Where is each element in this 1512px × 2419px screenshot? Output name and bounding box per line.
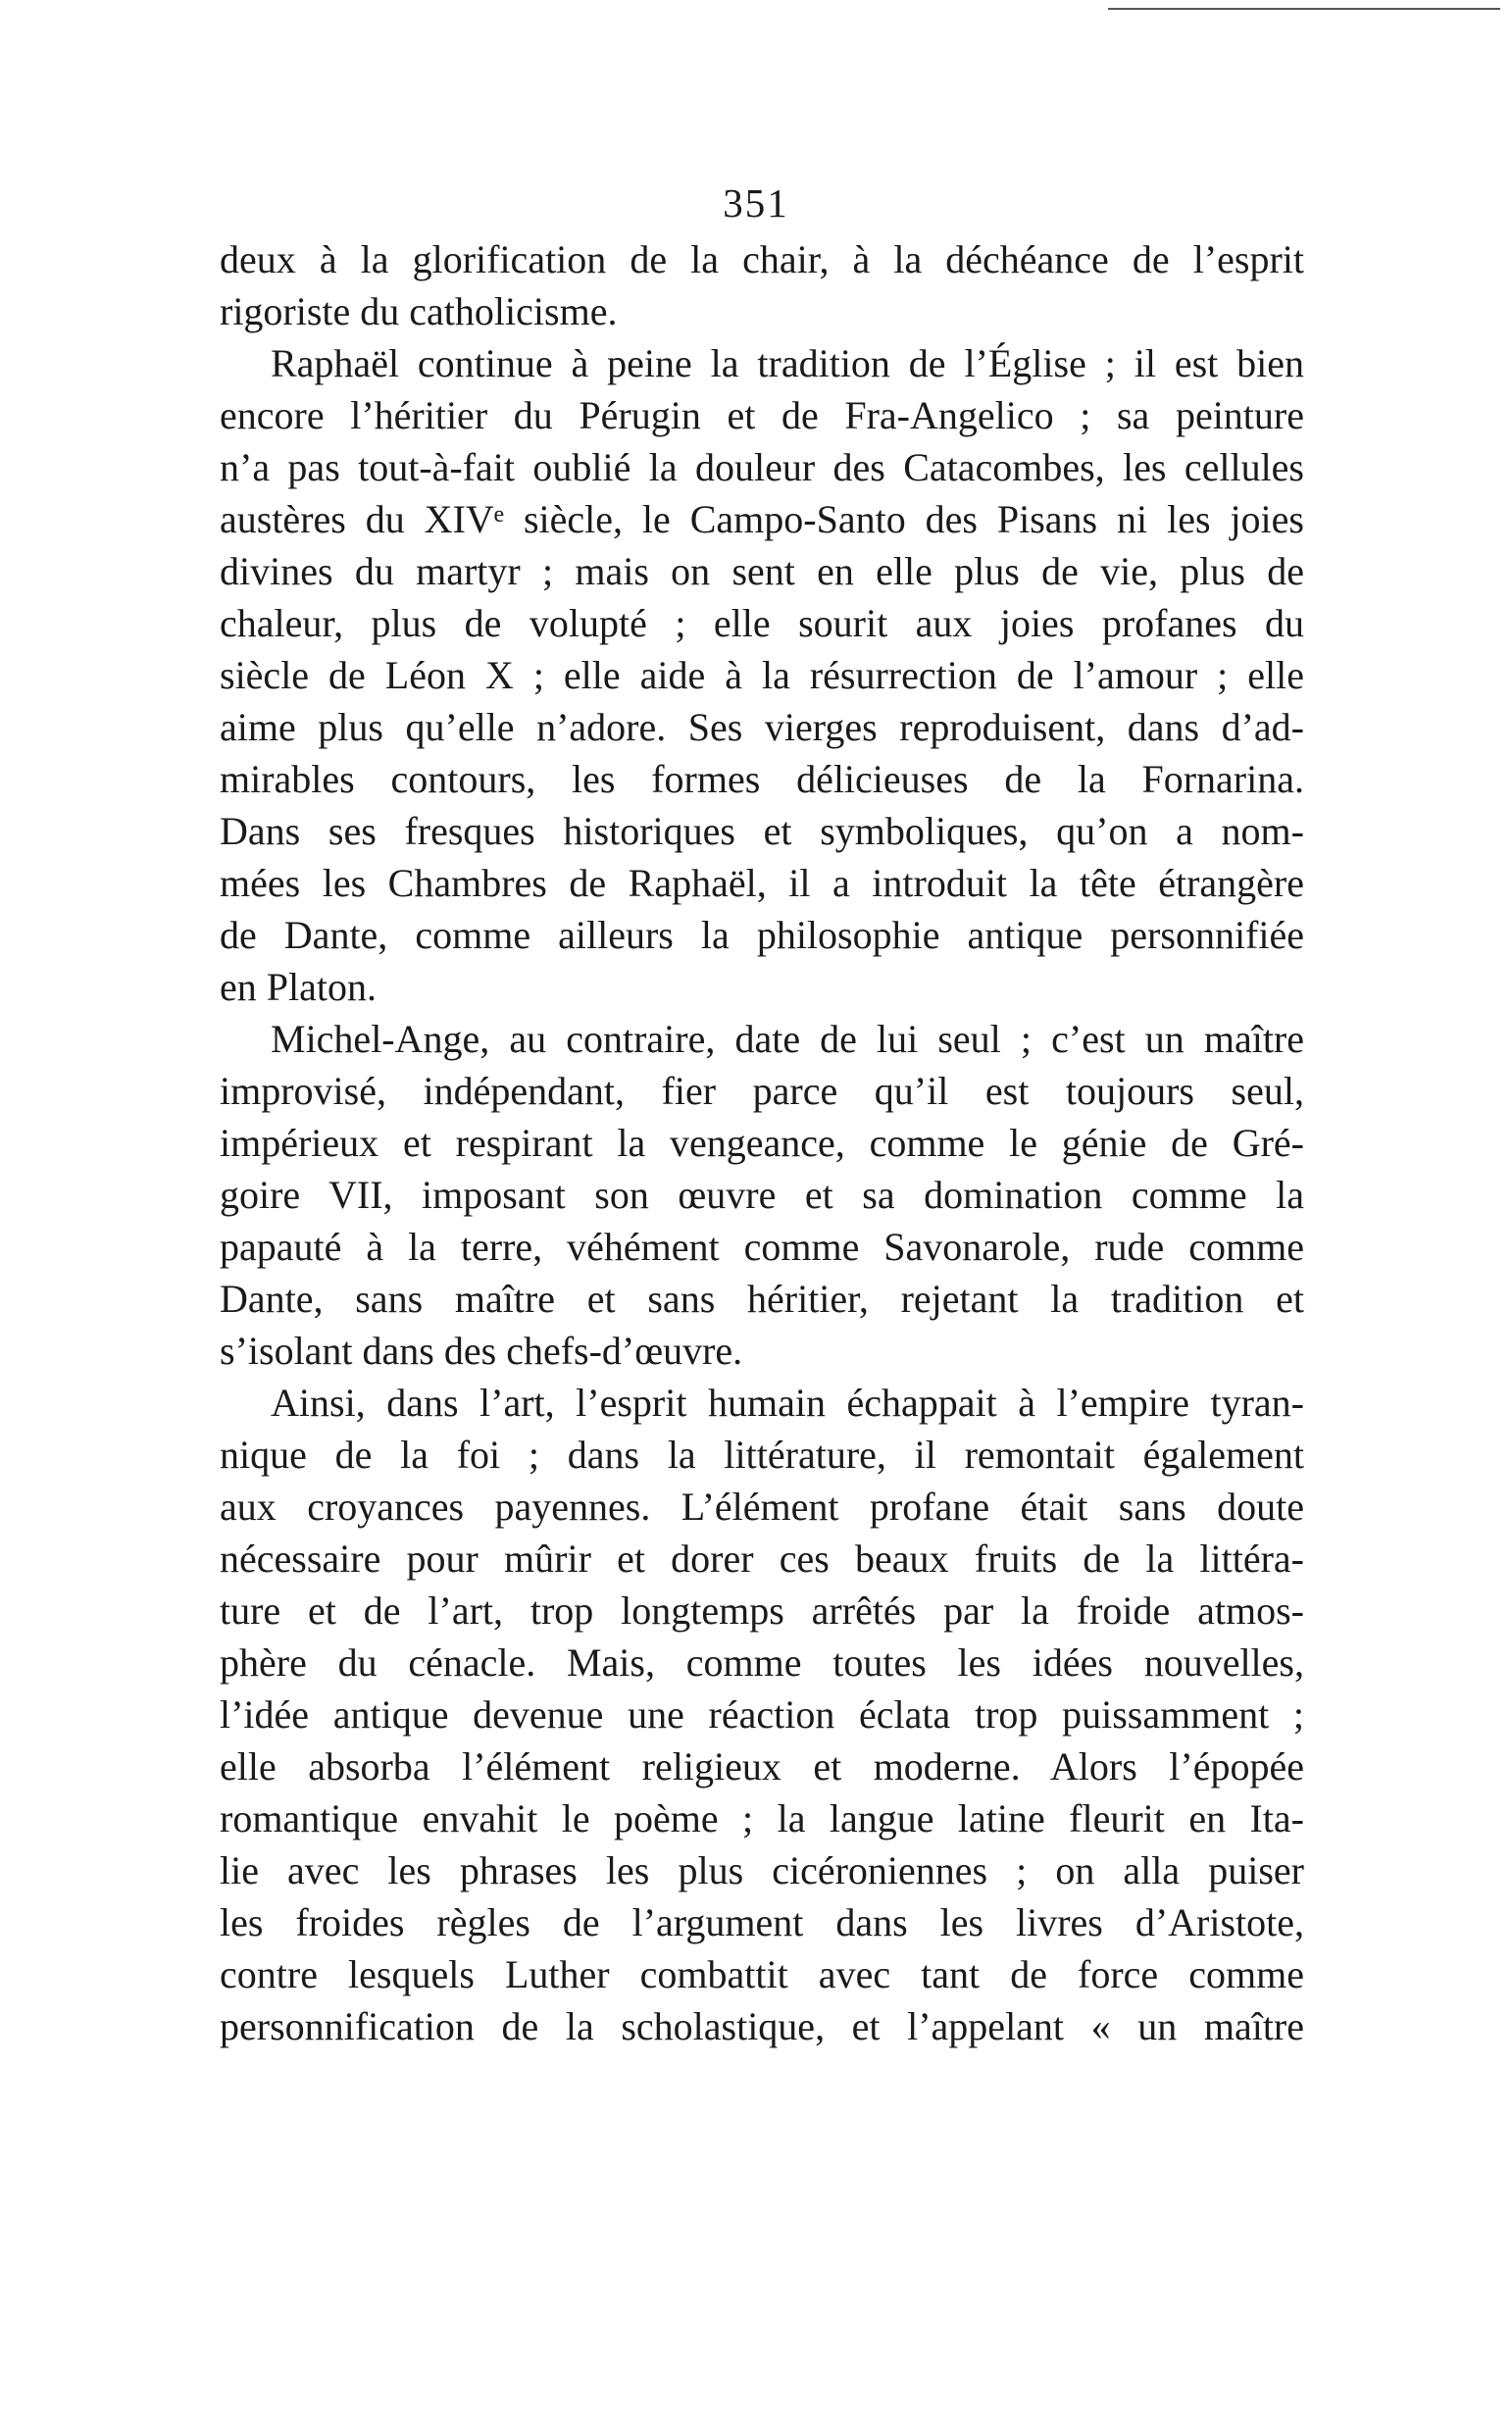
text-line: Dans ses fresques historiques et symboliques, qu’on a nom- [220, 809, 1304, 853]
top-edge-rule [1108, 8, 1500, 10]
text-line: nécessaire pour mûrir et dorer ces beaux fruits de la littéra- [220, 1537, 1304, 1581]
text-line: personnification de la scholastique, et l’appelant « un maître [220, 2004, 1304, 2048]
text-line: siècle de Léon X ; elle aide à la résurrection de l’amour ; elle [220, 653, 1304, 697]
page-number: 351 [723, 180, 789, 226]
text-line: divines du martyr ; mais on sent en elle plus de vie, plus de [220, 549, 1304, 593]
text-line: Michel-Ange, au contraire, date de lui seul ; c’est un maître [271, 1017, 1304, 1061]
text-line: elle absorba l’élément religieux et moderne. Alors l’épopée [220, 1744, 1304, 1789]
text-line: encore l’héritier du Pérugin et de Fra-Angelico ; sa peinture [220, 393, 1304, 437]
text-line: Dante, sans maître et sans héritier, rejetant la tradition et [220, 1277, 1304, 1321]
text-line: mirables contours, les formes délicieuses de la Fornarina. [220, 757, 1304, 801]
text-line: romantique envahit le poème ; la langue latine fleurit en Ita- [220, 1796, 1304, 1840]
text-line: papauté à la terre, véhément comme Savonarole, rude comme [220, 1225, 1304, 1269]
text-line: Raphaël continue à peine la tradition de l’Église ; il est bien [271, 341, 1304, 385]
text-line: deux à la glorification de la chair, à la déchéance de l’esprit [220, 237, 1304, 281]
text-line: impérieux et respirant la vengeance, comme le génie de Gré- [220, 1121, 1304, 1165]
text-line: austères du XIVᵉ siècle, le Campo-Santo des Pisans ni les joies [220, 497, 1304, 541]
text-line: l’idée antique devenue une réaction éclata trop puissamment ; [220, 1692, 1304, 1737]
text-line: contre lesquels Luther combattit avec tant de force comme [220, 1952, 1304, 1996]
text-line: rigoriste du catholicisme. [220, 289, 618, 333]
page-body [220, 233, 1304, 2052]
text-line: aux croyances payennes. L’élément profane était sans doute [220, 1485, 1304, 1529]
text-line: n’a pas tout-à-fait oublié la douleur des Catacombes, les cellules [220, 445, 1304, 489]
text-line: lie avec les phrases les plus cicéroniennes ; on alla puiser [220, 1848, 1304, 1892]
text-line: mées les Chambres de Raphaël, il a introduit la tête étrangère [220, 861, 1304, 905]
text-line: phère du cénacle. Mais, comme toutes les idées nouvelles, [220, 1640, 1304, 1685]
text-line: en Platon. [220, 965, 377, 1009]
text-line: s’isolant dans des chefs-d’œuvre. [220, 1329, 743, 1373]
text-line: aime plus qu’elle n’adore. Ses vierges reproduisent, dans d’ad- [220, 705, 1304, 749]
text-line: Ainsi, dans l’art, l’esprit humain échappait à l’empire tyran- [271, 1381, 1304, 1425]
text-line: nique de la foi ; dans la littérature, il remontait également [220, 1433, 1304, 1477]
text-line: les froides règles de l’argument dans les livres d’Aristote, [220, 1900, 1304, 1944]
text-line: improvisé, indépendant, fier parce qu’il est toujours seul, [220, 1069, 1304, 1113]
text-line: chaleur, plus de volupté ; elle sourit aux joies profanes du [220, 601, 1304, 645]
text-line: de Dante, comme ailleurs la philosophie antique personnifiée [220, 913, 1304, 957]
text-line: goire VII, imposant son œuvre et sa domination comme la [220, 1173, 1304, 1217]
text-line: ture et de l’art, trop longtemps arrêtés par la froide atmos- [220, 1588, 1304, 1633]
